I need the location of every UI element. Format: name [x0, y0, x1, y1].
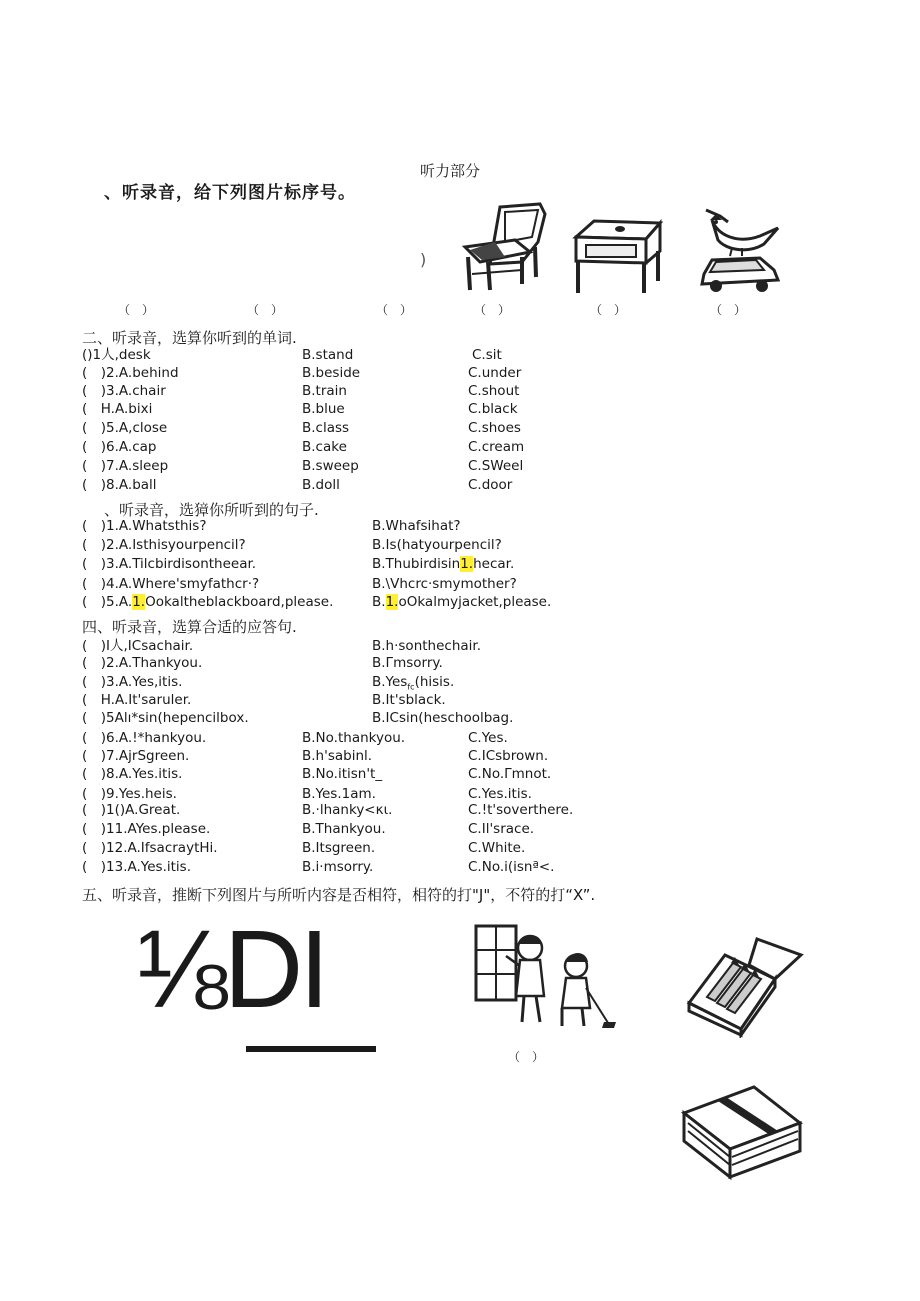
choice-c[interactable]: C.Yes.itis. [468, 786, 532, 802]
choice-c[interactable]: C.sit [472, 347, 502, 363]
choice-b[interactable]: B.stand [302, 347, 354, 363]
choice-b[interactable]: B.beside [302, 365, 361, 381]
choice-c[interactable]: C.No.Γmnot. [468, 766, 552, 782]
choice-a[interactable]: ( )3.A.chair [82, 383, 166, 399]
choice-a[interactable]: ( )7.A.sleep [82, 458, 169, 474]
choice-a-text: Ookaltheblackboard,please. [145, 594, 334, 610]
choice-a[interactable]: ( )7.AjrSgreen. [82, 748, 190, 764]
section1-blank[interactable]: （ ） [474, 303, 511, 317]
choice-b[interactable]: B.h'sabinl. [302, 748, 373, 764]
section3-heading: 、听录音，选獐你所听到的句子. [104, 501, 319, 519]
choice-b[interactable] [372, 593, 551, 611]
highlight-mark: 1. [460, 556, 474, 572]
choice-c[interactable]: C.ICsbrown. [468, 748, 549, 764]
choice-b[interactable]: B.Thankyou. [302, 821, 386, 837]
desk-picture [572, 215, 664, 295]
choice-a[interactable]: ( )3.A.Tilcbirdisontheear. [82, 556, 257, 572]
section5-heading: 五、听录音，推断下列图片与所听内容是否相符，相符的打"J"，不符的打“X”. [82, 886, 596, 904]
choice-c[interactable]: C.Yes. [468, 730, 508, 746]
choice-a[interactable]: ( H.A.It'saruler. [82, 692, 192, 708]
section2-heading: 二、听录音，选算你听到的单词. [82, 329, 297, 347]
choice-b[interactable]: B.Whafsihat? [372, 518, 461, 534]
choice-c[interactable]: C.cream [468, 439, 525, 455]
choice-a[interactable]: ( )6.A.!*hankyou. [82, 730, 207, 746]
choice-a[interactable] [82, 593, 333, 611]
section1-blank[interactable]: （ ） [247, 303, 284, 317]
choice-b-text: hecar. [473, 556, 515, 572]
choice-b[interactable]: B.cake [302, 439, 347, 455]
choice-b-text: (hisis. [414, 674, 455, 690]
choice-a[interactable]: ( )8.A.ball [82, 477, 157, 493]
choice-a[interactable]: ( )3.A.Yes,itis. [82, 674, 183, 690]
choice-b-text: B.Yes [372, 674, 408, 690]
choice-a[interactable]: ( )2.A.Isthisyourpencil? [82, 537, 246, 553]
choice-c[interactable]: C.shout [468, 383, 520, 399]
choice-b[interactable]: B.class [302, 420, 350, 436]
choice-b[interactable]: B.h·sonthechair. [372, 638, 482, 654]
choice-a[interactable]: ( )4.A.Where'smyfathcr·? [82, 576, 260, 592]
choice-b-text: B. [372, 594, 386, 610]
choice-c[interactable]: C.White. [468, 840, 526, 856]
choice-b[interactable]: B.train [302, 383, 347, 399]
choice-c[interactable]: C.!t'soverthere. [468, 802, 574, 818]
choice-b[interactable]: B.doll [302, 477, 340, 493]
choice-b[interactable]: B.It'sblack. [372, 692, 446, 708]
choice-a[interactable]: ( )1.A.Whatsthis? [82, 518, 207, 534]
choice-c[interactable]: C.Il'srace. [468, 821, 535, 837]
choice-a[interactable]: ( )9.Yes.heis. [82, 786, 177, 802]
section1-heading: 、听录音，给下列图片标序号。 [104, 183, 356, 203]
choice-c[interactable]: C.shoes [468, 420, 521, 436]
choice-b[interactable]: B.sweep [302, 458, 359, 474]
section1-blank[interactable]: （ ） [710, 303, 747, 317]
page-title: 听力部分 [420, 162, 481, 180]
choice-a[interactable]: ( )12.A.IfsacraytHi. [82, 840, 218, 856]
choice-a-text: ( )5.A. [82, 594, 133, 610]
choice-b[interactable] [372, 555, 514, 573]
choice-a[interactable]: ( )1()A.Great. [82, 802, 181, 818]
choice-a[interactable]: ( )6.A.cap [82, 439, 157, 455]
partial-picture-mark: ) [420, 250, 427, 269]
choice-b[interactable]: B.Itsgreen. [302, 840, 376, 856]
bird-on-car-picture [698, 206, 783, 296]
underline-rule [246, 1046, 376, 1052]
book-picture [676, 1083, 806, 1183]
choice-a[interactable]: ( )5Alı*sin(hepencilbox. [82, 710, 249, 726]
choice-b[interactable]: B.Is(hatyourpencil? [372, 537, 502, 553]
choice-b[interactable]: B.No.itisn't_ [302, 766, 383, 782]
choice-b[interactable]: B.blue [302, 401, 345, 417]
choice-a[interactable]: ( )2.A.Thankyou. [82, 655, 203, 671]
choice-c[interactable]: C.door [468, 477, 513, 493]
highlight-mark: 1. [385, 594, 399, 610]
section1-blank[interactable]: （ ） [590, 303, 627, 317]
pencil-box-picture [685, 933, 805, 1038]
choice-a[interactable]: ( )I人,ICsachair. [82, 638, 194, 654]
children-cleaning-picture [470, 922, 620, 1032]
choice-c[interactable]: C.SWeel [468, 458, 524, 474]
section1-blank[interactable]: （ ） [376, 303, 413, 317]
chair-picture [460, 202, 550, 292]
choice-b[interactable]: B.\Vhcrc·smymother? [372, 576, 517, 592]
highlight-mark: 1. [132, 594, 146, 610]
choice-a[interactable]: ( )11.AYes.please. [82, 821, 211, 837]
section5-blank[interactable]: （ ） [508, 1050, 545, 1064]
choice-b[interactable]: B.ICsin(heschoolbag. [372, 710, 514, 726]
choice-b[interactable]: B.·lhanky<κι. [302, 802, 393, 818]
choice-b[interactable]: B.Yes.1am. [302, 786, 376, 802]
choice-a[interactable]: ( )8.A.Yes.itis. [82, 766, 183, 782]
choice-b-text: oOkalmyjacket,please. [398, 594, 552, 610]
choice-b[interactable]: B.Γmsorry. [372, 655, 443, 671]
choice-c[interactable]: C.No.i(isnª<. [468, 859, 555, 875]
choice-c[interactable]: C.under [468, 365, 522, 381]
choice-b[interactable]: B.i·msorry. [302, 859, 374, 875]
section1-blank[interactable]: （ ） [118, 303, 155, 317]
choice-a[interactable]: ( )2.A.behind [82, 365, 179, 381]
choice-c[interactable]: C.black [468, 401, 518, 417]
section4-heading: 四、听录音，选算合适的应答句. [82, 618, 297, 636]
choice-a[interactable]: ( )13.A.Yes.itis. [82, 859, 191, 875]
choice-a[interactable]: ( )5.A,close [82, 420, 168, 436]
subscript-mark: fc [407, 682, 415, 692]
choice-b-text: B.Thubirdisin [372, 556, 461, 572]
choice-b[interactable]: B.No.thankyou. [302, 730, 406, 746]
big-glyph: ⅛DI [136, 908, 326, 1031]
choice-a[interactable]: ()1人,desk [82, 347, 151, 363]
choice-a[interactable]: ( H.A.bixi [82, 401, 153, 417]
